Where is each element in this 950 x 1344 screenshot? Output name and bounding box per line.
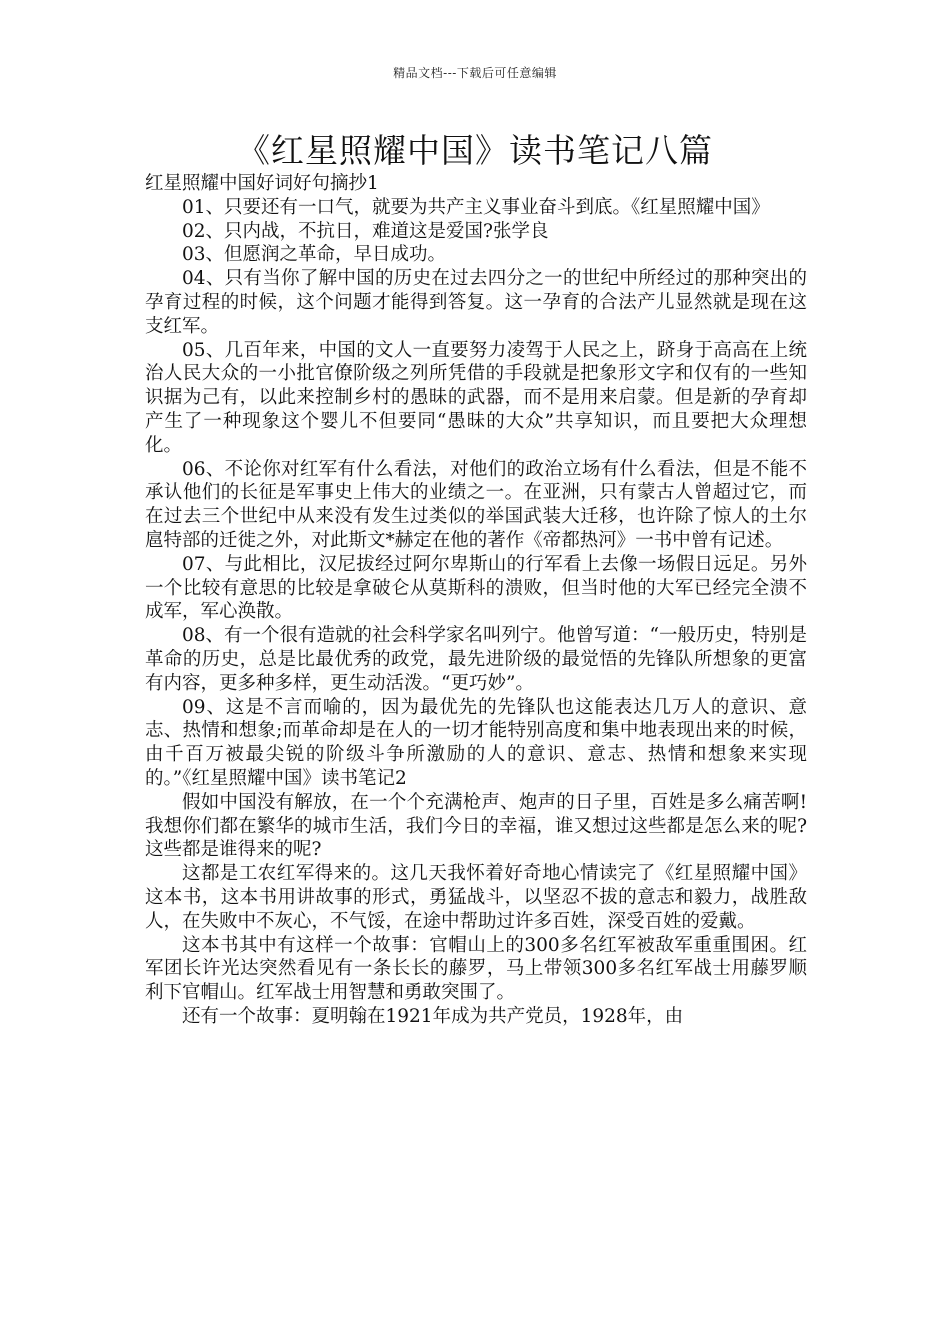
paragraph: 还有一个故事：夏明翰在1921年成为共产党员，1928年，由 (182, 1005, 684, 1027)
paragraph: 假如中国没有解放，在一个个充满枪声、炮声的日子里，百姓是多么痛苦啊!我想你们都在繁华的城市生活，我们今日的幸福，谁又想过这些都是怎么来的呢?这些都是谁得来的呢? (145, 791, 807, 861)
document-title: 《红星照耀中国》读书笔记八篇 (237, 131, 713, 170)
paragraph: 这都是工农红军得来的。这几天我怀着好奇地心情读完了《红星照耀中国》这本书，这本书用讲故事的形式，勇猛战斗，以坚忍不拔的意志和毅力，战胜敌人，在失败中不灰心，不气馁，在途中帮助过许多百姓，深受百姓的爱戴。 (145, 863, 807, 932)
paragraph: 09、这是不言而喻的，因为最优先的先锋队也这能表达几万人的意识、意志、热情和想象;而革命却是在人的一切才能特别高度和集中地表现出来的时候，由千百万被最尖锐的阶级斗争所激励的人的意识、意志、热情和想象来实现的。”《红星照耀中国》读书笔记2 (145, 696, 807, 789)
paragraph: 07、与此相比，汉尼拔经过阿尔卑斯山的行军看上去像一场假日远足。另外一个比较有意思的比较是拿破仑从莫斯科的溃败，但当时他的大军已经完全溃不成军，军心涣散。 (145, 553, 807, 623)
paragraph: 08、有一个很有造就的社会科学家名叫列宁。他曾写道：“一般历史，特别是革命的历史，总是比最优秀的政党，最先进阶级的最觉悟的先锋队所想象的更富有内容，更多种多样，更生动活泼。“更巧妙”。 (145, 625, 808, 694)
page-header: 精品文档---下载后可任意编辑 (393, 66, 557, 80)
document-body (145, 172, 807, 1029)
paragraph: 04、只有当你了解中国的历史在过去四分之一的世纪中所经过的那种突出的孕育过程的时候，这个问题才能得到答复。这一孕育的合法产儿显然就是现在这支红军。 (145, 268, 807, 337)
section-heading: 红星照耀中国好词好句摘抄1 (145, 173, 379, 194)
paragraph: 05、几百年来，中国的文人一直要努力凌驾于人民之上，跻身于高高在上统治人民大众的一小批官僚阶级之列所凭借的手段就是把象形文字和仅有的一些知识据为己有，以此来控制乡村的愚昧的武器，而不是用来启蒙。但是新的孕育却产生了一种现象这个婴儿不但要同“愚昧的大众”共享知识，而且要把大众理想化。 (145, 339, 807, 456)
paragraph: 06、不论你对红军有什么看法，对他们的政治立场有什么看法，但是不能不承认他们的长征是军事史上伟大的业绩之一。在亚洲，只有蒙古人曾超过它，而在过去三个世纪中从来没有发生过类似的举国武装大迁移，也许除了惊人的土尔扈特部的迁徙之外，对此斯文*赫定在他的著作《帝都热河》一书中曾有记述。 (145, 458, 807, 551)
paragraph: 02、只内战，不抗日，难道这是爱国?张学良 (182, 220, 549, 242)
paragraph: 这本书其中有这样一个故事：官帽山上的300多名红军被敌军重重围困。红军团长许光达突然看见有一条长长的藤罗，马上带领300多名红军战士用藤罗顺利下官帽山。红军战士用智慧和勇敢突围了。 (145, 934, 807, 1004)
paragraph: 01、只要还有一口气，就要为共产主义事业奋斗到底。《红星照耀中国》 (182, 196, 770, 218)
paragraph: 03、但愿润之革命，早日成功。 (182, 244, 447, 266)
